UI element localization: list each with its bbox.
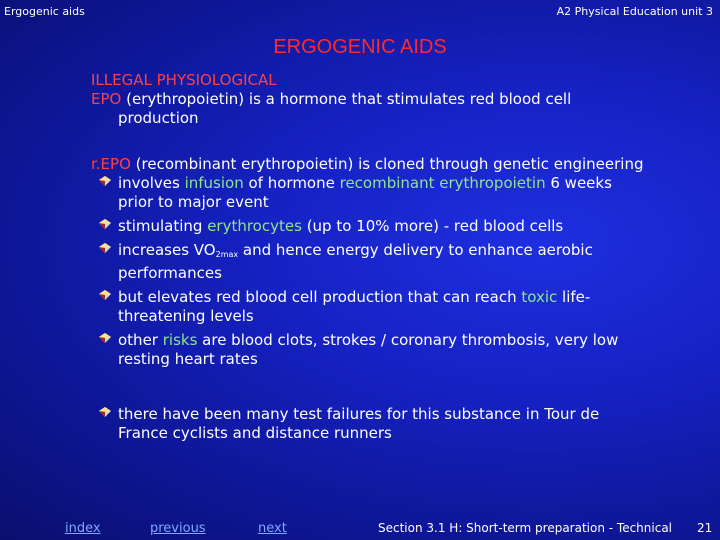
highlight-risks: risks — [162, 331, 198, 349]
next-link[interactable]: next — [258, 521, 287, 536]
diamond-bullet-icon — [99, 243, 111, 253]
bullet-list — [91, 174, 651, 369]
previous-link[interactable]: previous — [150, 521, 206, 536]
list-item: involves infusion of hormone recombinant erythropoietin 6 weeks prior to major event — [91, 174, 651, 212]
repo-paragraph — [91, 155, 651, 174]
diamond-bullet-icon — [99, 333, 111, 343]
slide-body — [91, 71, 651, 448]
epo-paragraph — [91, 90, 651, 128]
index-link[interactable]: index — [65, 521, 101, 536]
epo-term: EPO — [91, 90, 122, 108]
list-item: stimulating erythrocytes (up to 10% more) - red blood cells — [91, 217, 651, 236]
highlight-infusion: infusion — [184, 174, 244, 192]
header-right: A2 Physical Education unit 3 — [556, 5, 713, 18]
list-item: there have been many test failures for this substance in Tour de France cyclists and distance runners — [91, 405, 651, 443]
list-item: other risks are blood clots, strokes / coronary thrombosis, very low resting heart rates — [91, 331, 651, 369]
diamond-bullet-icon — [99, 290, 111, 300]
list-item: increases $VO_{2max}$ and hence energy delivery to enhance aerobic performances — [91, 241, 651, 283]
highlight-recombinant: recombinant erythropoietin — [339, 174, 546, 192]
repo-term: r.EPO — [91, 155, 131, 173]
diamond-bullet-icon — [99, 176, 111, 186]
section-subtitle: ILLEGAL PHYSIOLOGICAL — [91, 71, 277, 89]
page-number: 21 — [697, 521, 713, 535]
diamond-bullet-icon — [99, 407, 111, 417]
highlight-toxic: toxic — [521, 288, 558, 306]
highlight-erythrocytes: erythrocytes — [207, 217, 302, 235]
slide-title: ERGOGENIC AIDS — [273, 36, 447, 58]
header-left: Ergogenic aids — [4, 5, 85, 18]
bullet-list-2 — [91, 405, 651, 443]
list-item: but elevates red blood cell production that can reach toxic life-threatening levels — [91, 288, 651, 326]
diamond-bullet-icon — [99, 219, 111, 229]
repo-text: (recombinant erythropoietin) is cloned through genetic engineering — [130, 155, 644, 173]
vo2max-subscript: 2max — [215, 250, 239, 259]
section-label: Section 3.1 H: Short-term preparation - Technical — [378, 521, 672, 535]
epo-text: (erythropoietin) is a hormone that stimulates red blood cell production — [118, 90, 572, 127]
